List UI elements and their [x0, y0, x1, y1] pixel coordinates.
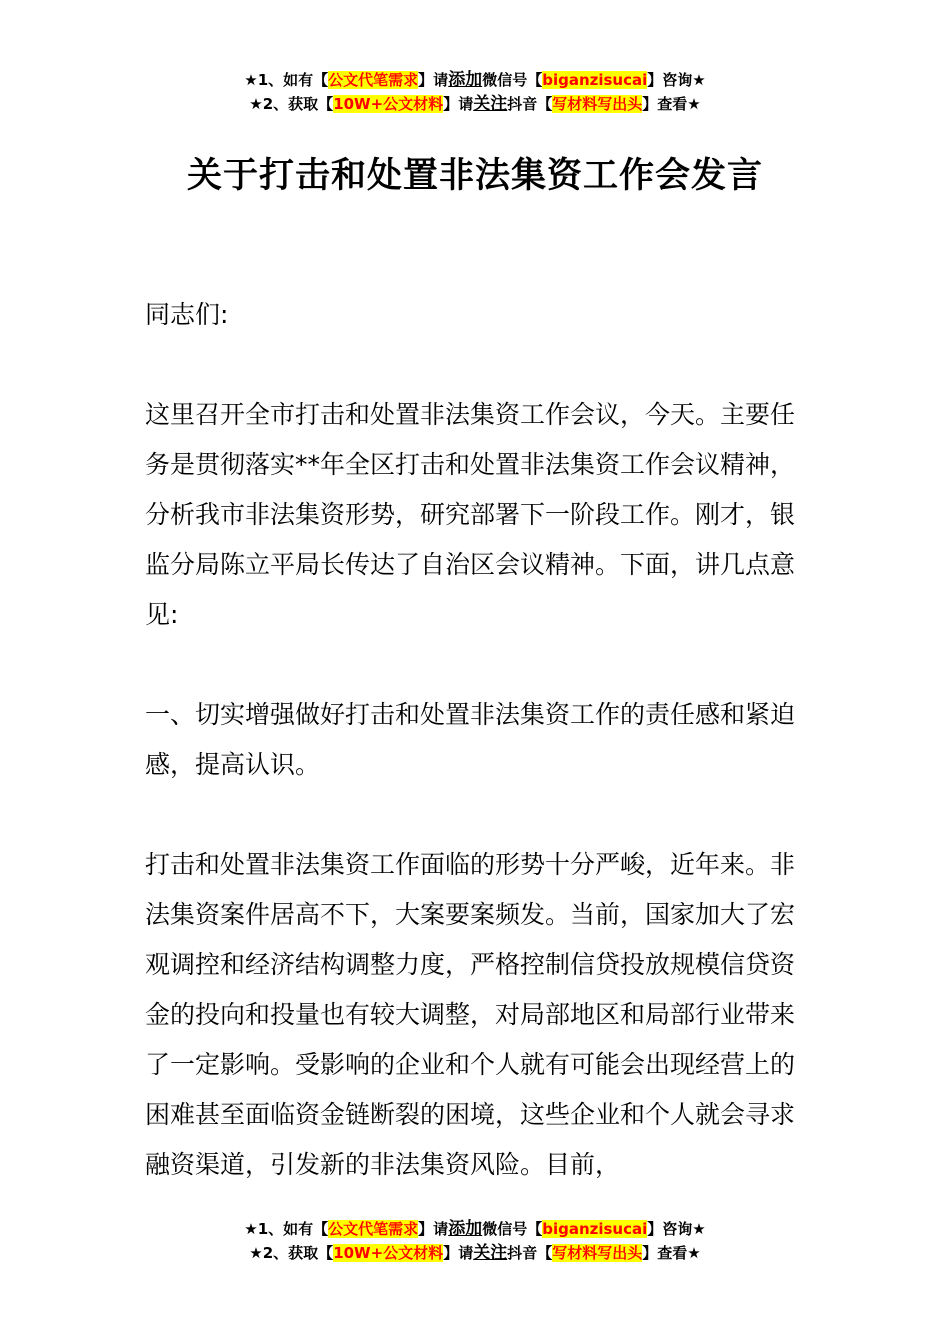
ghostwriting-highlight: 公文代笔需求: [328, 1220, 419, 1238]
document-body: [145, 290, 810, 1190]
footer-promo-line-1: ★1、如有【公文代笔需求】请添加微信号【biganzisucai】咨询★: [244, 1219, 706, 1239]
document-title: 关于打击和处置非法集资工作会发言: [186, 156, 763, 196]
footer-promo: [0, 1217, 950, 1265]
header-promo: [0, 68, 950, 116]
materials-highlight: 10W+公文材料: [333, 95, 444, 113]
header-promo-line-2: ★2、获取【10W+公文材料】请关注抖音【写材料写出头】查看★: [249, 94, 701, 114]
douyin-account: 写材料写出头: [552, 95, 643, 113]
header-promo-line-1: ★1、如有【公文代笔需求】请添加微信号【biganzisucai】咨询★: [244, 70, 706, 90]
section-heading-1: 一、切实增强做好打击和处置非法集资工作的责任感和紧迫感，提高认识。: [145, 700, 796, 779]
wechat-id: biganzisucai: [542, 71, 648, 89]
ghostwriting-highlight: 公文代笔需求: [328, 71, 419, 89]
wechat-id: biganzisucai: [542, 1220, 648, 1238]
paragraph-intro: 这里召开全市打击和处置非法集资工作会议，今天。主要任务是贯彻落实**年全区打击和处置非法集资工作会议精神，分析我市非法集资形势，研究部署下一阶段工作。刚才，银监分局陈立平局长传达了自治区会议精神。下面，讲几点意见:: [145, 400, 796, 629]
footer-promo-line-2: ★2、获取【10W+公文材料】请关注抖音【写材料写出头】查看★: [249, 1243, 701, 1263]
greeting: 同志们:: [145, 300, 229, 329]
paragraph-situation: 打击和处置非法集资工作面临的形势十分严峻，近年来。非法集资案件居高不下，大案要案频发。当前，国家加大了宏观调控和经济结构调整力度，严格控制信贷投放规模信贷资金的投向和投量也有较大调整，对局部地区和局部行业带来了一定影响。受影响的企业和个人就有可能会出现经营上的困难甚至面临资金链断裂的困境，这些企业和个人就会寻求融资渠道，引发新的非法集资风险。目前，: [145, 850, 796, 1179]
douyin-account: 写材料写出头: [552, 1244, 643, 1262]
materials-highlight: 10W+公文材料: [333, 1244, 444, 1262]
